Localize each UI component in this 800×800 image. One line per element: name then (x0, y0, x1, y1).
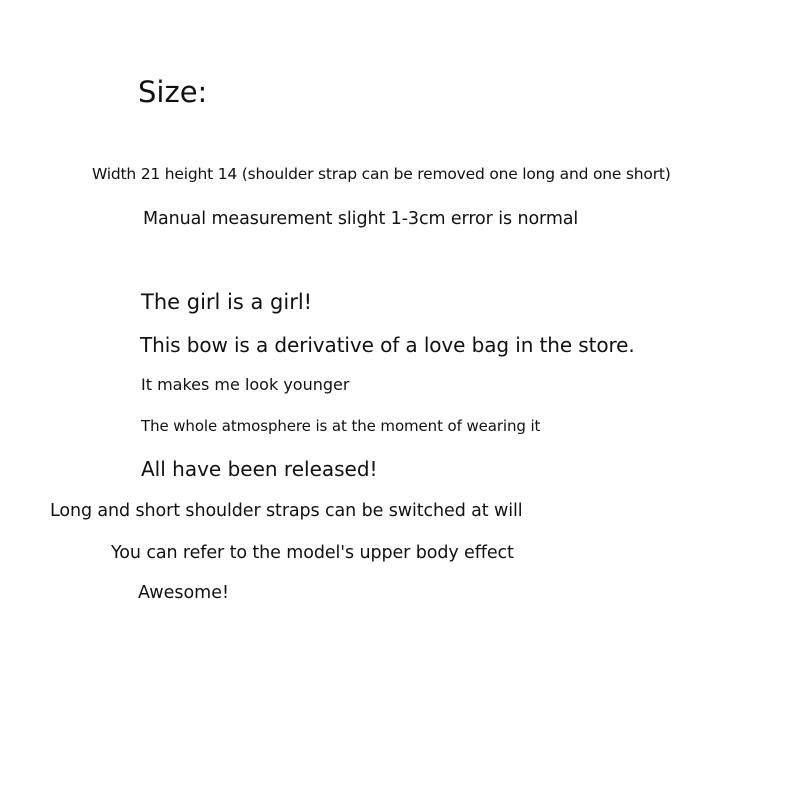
tagline-girl: The girl is a girl! (141, 290, 313, 314)
measurement-note: Manual measurement slight 1-3cm error is normal (143, 209, 579, 229)
awesome-text: Awesome! (138, 583, 229, 603)
model-text: You can refer to the model's upper body effect (111, 543, 514, 563)
released-text: All have been released! (141, 457, 378, 481)
dimensions-text: Width 21 height 14 (shoulder strap can be removed one long and one short) (92, 165, 671, 183)
atmosphere-text: The whole atmosphere is at the moment of wearing it (141, 417, 541, 435)
straps-text: Long and short shoulder straps can be switched at will (50, 501, 523, 521)
younger-text: It makes me look younger (141, 375, 350, 394)
size-heading: Size: (138, 75, 208, 109)
bow-description: This bow is a derivative of a love bag in the store. (140, 333, 635, 357)
